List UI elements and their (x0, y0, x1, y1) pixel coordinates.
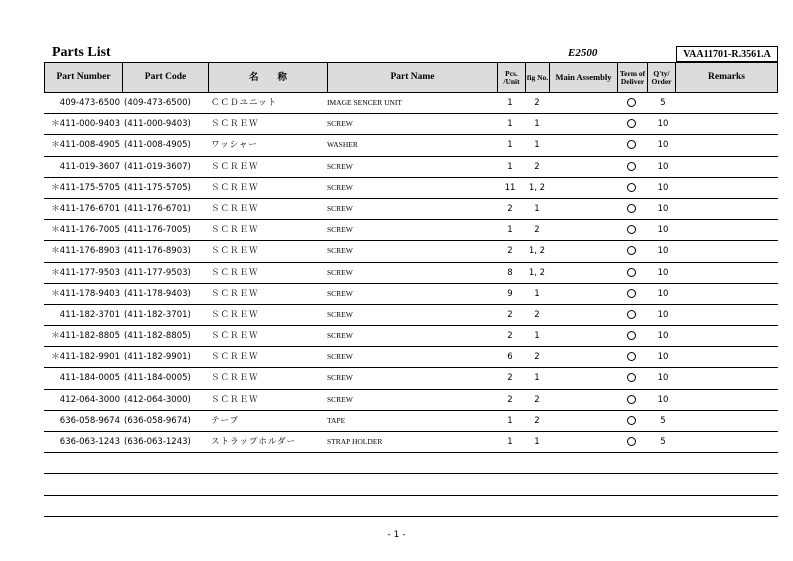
part-name-cell: SCREW (327, 119, 353, 129)
table-row (44, 93, 778, 114)
part-code-cell: (411-175-5705) (124, 182, 191, 193)
part-code-cell: (409-473-6500) (124, 98, 191, 108)
term-of-delivery-circle-icon (614, 241, 649, 261)
term-of-delivery-circle-icon (614, 263, 649, 283)
part-code-cell: (411-176-8903) (124, 246, 191, 257)
table-row (44, 263, 778, 284)
table-row (44, 432, 778, 453)
part-number-cell: ＊411-176-8903 (51, 246, 120, 257)
term-of-delivery-circle-icon (614, 326, 649, 346)
part-code-cell: (411-176-6701) (124, 203, 191, 214)
fig-no-cell: 2 (534, 394, 540, 405)
table-row (44, 284, 778, 305)
col-main-assembly: Main Assembly (550, 63, 618, 92)
fig-no-cell: 1, 2 (528, 267, 546, 278)
japanese-name-cell: ＳＣＲＥＷ (211, 394, 259, 405)
part-number-cell: ＊411-182-9901 (51, 352, 120, 363)
fig-no-cell: 1 (534, 373, 540, 384)
pcs-per-unit-cell: 11 (504, 182, 516, 193)
table-row (44, 157, 778, 178)
qty-order-cell: 10 (657, 373, 669, 384)
part-number-cell: 636-058-9674 (59, 415, 120, 426)
japanese-name-cell: ＳＣＲＥＷ (211, 352, 259, 363)
fig-no-cell: 2 (534, 352, 540, 363)
qty-order-cell: 10 (657, 140, 669, 151)
empty-table-row (44, 474, 778, 495)
table-row (44, 411, 778, 432)
pcs-per-unit-cell: 9 (507, 288, 513, 299)
term-of-delivery-circle-icon (614, 368, 649, 388)
part-name-cell: STRAP HOLDER (327, 437, 383, 446)
part-name-cell: SCREW (327, 352, 353, 362)
japanese-name-cell: ワッシャー (211, 140, 258, 151)
part-name-cell: SCREW (327, 203, 353, 213)
part-name-cell: SCREW (327, 225, 353, 235)
part-name-cell: SCREW (327, 309, 353, 319)
term-of-delivery-circle-icon (614, 432, 649, 452)
qty-order-cell: 5 (660, 98, 666, 108)
fig-no-cell: 1 (534, 288, 540, 299)
qty-order-cell: 10 (657, 394, 669, 405)
pcs-per-unit-cell: 2 (507, 373, 513, 384)
part-name-cell: SCREW (327, 394, 353, 404)
col-fig-no: fig No. (526, 63, 550, 92)
japanese-name-cell: ＳＣＲＥＷ (211, 161, 259, 172)
term-of-delivery-circle-icon (614, 114, 649, 134)
japanese-name-cell: ＳＣＲＥＷ (211, 331, 259, 342)
part-name-cell: SCREW (327, 331, 353, 341)
qty-order-cell: 10 (657, 182, 669, 193)
part-number-cell: ＊411-176-7005 (51, 225, 120, 236)
part-code-cell: (411-184-0005) (124, 373, 191, 384)
part-code-cell: (636-063-1243) (124, 437, 191, 447)
part-code-cell: (411-000-9403) (124, 119, 191, 130)
pcs-per-unit-cell: 1 (507, 161, 513, 172)
part-number-cell: ＊411-177-9503 (51, 267, 120, 278)
qty-order-cell: 5 (660, 437, 666, 447)
term-of-delivery-circle-icon (614, 199, 649, 219)
japanese-name-cell: テープ (211, 415, 240, 426)
part-number-cell: ＊411-175-5705 (51, 182, 120, 193)
table-row (44, 390, 778, 411)
japanese-name-cell: ＳＣＲＥＷ (211, 182, 259, 193)
col-pcs-unit: Pcs. /Unit (498, 63, 526, 92)
pcs-per-unit-cell: 1 (507, 98, 513, 108)
page-title: Parts List (52, 45, 111, 60)
table-row (44, 220, 778, 241)
part-number-cell: ＊411-008-4905 (51, 140, 120, 151)
part-code-cell: (411-176-7005) (124, 225, 191, 236)
table-row (44, 199, 778, 220)
fig-no-cell: 2 (534, 415, 540, 426)
pcs-per-unit-cell: 1 (507, 119, 513, 130)
table-header (44, 62, 778, 93)
table-row (44, 241, 778, 262)
japanese-name-cell: ＳＣＲＥＷ (211, 267, 259, 278)
qty-order-cell: 10 (657, 119, 669, 130)
pcs-per-unit-cell: 1 (507, 437, 513, 447)
part-number-cell: 409-473-6500 (59, 98, 120, 108)
col-part-name: Part Name (328, 63, 498, 92)
part-name-cell: SCREW (327, 373, 353, 383)
japanese-name-cell: ＳＣＲＥＷ (211, 225, 259, 236)
part-code-cell: (636-058-9674) (124, 415, 191, 426)
part-number-cell: 411-184-0005 (59, 373, 120, 384)
japanese-name-cell: ストラップホルダー (211, 437, 296, 447)
fig-no-cell: 2 (534, 225, 540, 236)
pcs-per-unit-cell: 1 (507, 140, 513, 151)
qty-order-cell: 10 (657, 288, 669, 299)
part-number-cell: 412-064-3000 (59, 394, 120, 405)
pcs-per-unit-cell: 6 (507, 352, 513, 363)
fig-no-cell: 1, 2 (528, 182, 546, 193)
empty-table-row (44, 453, 778, 474)
fig-no-cell: 1 (534, 140, 540, 151)
fig-no-cell: 2 (534, 98, 540, 108)
japanese-name-cell: ＳＣＲＥＷ (211, 203, 259, 214)
col-term-of-delivery: Term of Deliver (618, 63, 648, 92)
pcs-per-unit-cell: 1 (507, 415, 513, 426)
part-name-cell: SCREW (327, 161, 353, 171)
qty-order-cell: 10 (657, 331, 669, 342)
part-number-cell: 411-019-3607 (59, 161, 120, 172)
page-number: - 1 - (387, 530, 406, 540)
part-name-cell: SCREW (327, 267, 353, 277)
col-part-number: Part Number (45, 63, 123, 92)
pcs-per-unit-cell: 1 (507, 225, 513, 236)
part-name-cell: SCREW (327, 182, 353, 192)
japanese-name-cell: ＳＣＲＥＷ (211, 288, 259, 299)
part-number-cell: 636-063-1243 (59, 437, 120, 447)
pcs-per-unit-cell: 2 (507, 246, 513, 257)
pcs-per-unit-cell: 2 (507, 394, 513, 405)
pcs-per-unit-cell: 2 (507, 309, 513, 320)
fig-no-cell: 1 (534, 331, 540, 342)
col-qty-order: Q'ty/ Order (648, 63, 676, 92)
pcs-per-unit-cell: 8 (507, 267, 513, 278)
table-row (44, 368, 778, 389)
fig-no-cell: 1, 2 (528, 246, 546, 257)
term-of-delivery-circle-icon (614, 305, 649, 325)
table-row (44, 326, 778, 347)
term-of-delivery-circle-icon (614, 178, 649, 198)
parts-table-body (44, 93, 778, 517)
part-number-cell: ＊411-182-8805 (51, 331, 120, 342)
part-name-cell: SCREW (327, 288, 353, 298)
term-of-delivery-circle-icon (614, 284, 649, 304)
part-code-cell: (411-177-9503) (124, 267, 191, 278)
qty-order-cell: 10 (657, 267, 669, 278)
document-number: VAA11701-R.3561.A (676, 46, 778, 62)
part-name-cell: SCREW (327, 246, 353, 256)
col-japanese-name: 名 称 (209, 63, 328, 92)
term-of-delivery-circle-icon (614, 220, 649, 240)
part-name-cell: TAPE (327, 415, 346, 425)
term-of-delivery-circle-icon (614, 411, 649, 431)
fig-no-cell: 1 (534, 203, 540, 214)
term-of-delivery-circle-icon (614, 157, 649, 177)
qty-order-cell: 5 (660, 415, 666, 426)
term-of-delivery-circle-icon (614, 347, 649, 367)
part-code-cell: (411-182-9901) (124, 352, 191, 363)
term-of-delivery-circle-icon (614, 390, 649, 410)
fig-no-cell: 1 (534, 437, 540, 447)
pcs-per-unit-cell: 2 (507, 331, 513, 342)
part-number-cell: ＊411-000-9403 (51, 119, 120, 130)
part-code-cell: (411-178-9403) (124, 288, 191, 299)
qty-order-cell: 10 (657, 225, 669, 236)
qty-order-cell: 10 (657, 309, 669, 320)
table-row (44, 114, 778, 135)
part-name-cell: IMAGE SENCER UNIT (327, 98, 402, 107)
part-name-cell: WASHER (327, 140, 358, 150)
term-of-delivery-circle-icon (614, 135, 649, 155)
qty-order-cell: 10 (657, 161, 669, 172)
part-code-cell: (411-008-4905) (124, 140, 191, 151)
part-code-cell: (411-182-3701) (124, 309, 191, 320)
part-number-cell: ＊411-178-9403 (51, 288, 120, 299)
term-of-delivery-circle-icon (614, 93, 649, 113)
fig-no-cell: 1 (534, 119, 540, 130)
qty-order-cell: 10 (657, 203, 669, 214)
fig-no-cell: 2 (534, 309, 540, 320)
japanese-name-cell: ＳＣＲＥＷ (211, 246, 259, 257)
japanese-name-cell: ＳＣＲＥＷ (211, 373, 259, 384)
part-code-cell: (411-182-8805) (124, 331, 191, 342)
japanese-name-cell: ＳＣＲＥＷ (211, 309, 259, 320)
table-row (44, 178, 778, 199)
fig-no-cell: 2 (534, 161, 540, 172)
empty-table-row (44, 496, 778, 517)
part-code-cell: (412-064-3000) (124, 394, 191, 405)
part-code-cell: (411-019-3607) (124, 161, 191, 172)
table-row (44, 135, 778, 156)
table-row (44, 305, 778, 326)
part-number-cell: ＊411-176-6701 (51, 203, 120, 214)
col-part-code: Part Code (123, 63, 209, 92)
japanese-name-cell: ＣＣＤユニット (211, 98, 278, 108)
table-row (44, 347, 778, 368)
qty-order-cell: 10 (657, 246, 669, 257)
pcs-per-unit-cell: 2 (507, 203, 513, 214)
col-remarks: Remarks (708, 71, 745, 82)
model-name: E2500 (568, 47, 598, 59)
japanese-name-cell: ＳＣＲＥＷ (211, 119, 259, 130)
part-number-cell: 411-182-3701 (59, 309, 120, 320)
qty-order-cell: 10 (657, 352, 669, 363)
